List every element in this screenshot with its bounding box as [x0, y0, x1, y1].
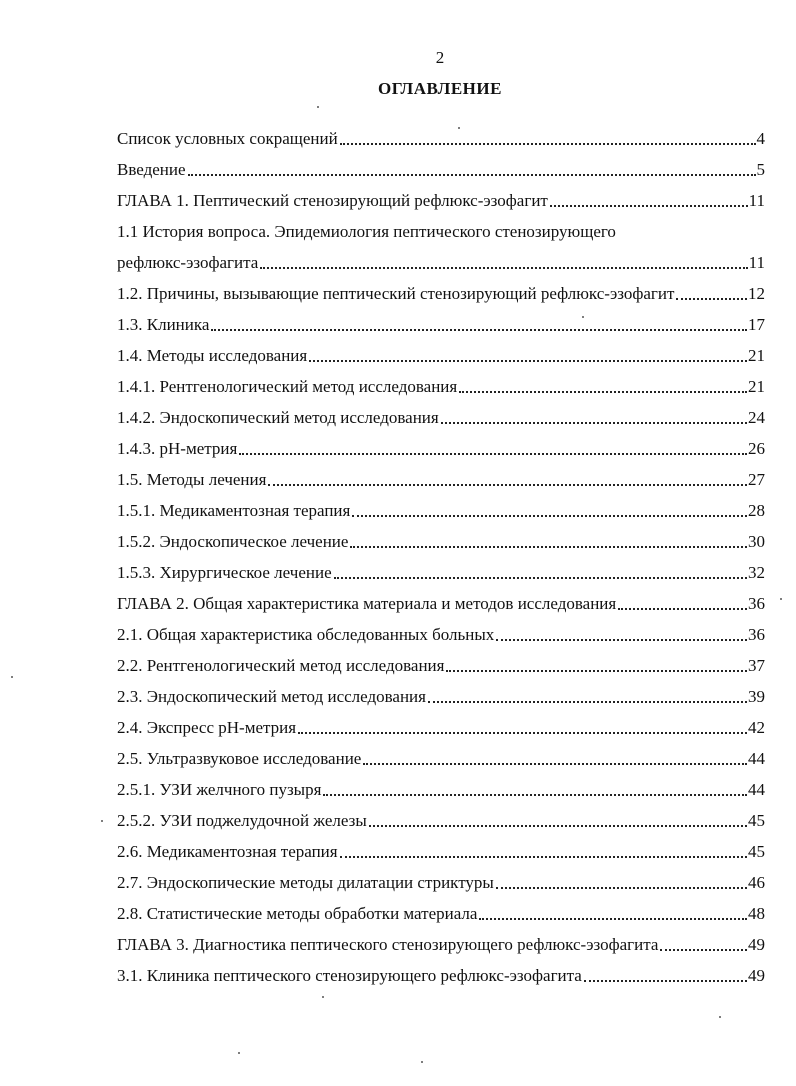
toc-entry-page: 49 [748, 935, 765, 954]
toc-entry-label: 2.2. Рентгенологический метод исследования [117, 656, 445, 675]
scan-speck [421, 1061, 423, 1063]
toc-entry [117, 893, 765, 924]
toc-entry [117, 273, 765, 304]
toc-dot-leader [352, 515, 747, 517]
scan-speck [322, 996, 324, 998]
toc-entry-label: 1.3. Клиника [117, 315, 210, 334]
toc-dot-leader [479, 918, 747, 920]
toc-entry-label: 2.5.1. УЗИ желчного пузыря [117, 780, 322, 799]
toc-entry [117, 552, 765, 583]
toc-entry-label: 1.4.2. Эндоскопический метод исследования [117, 408, 439, 427]
toc-entry-page: 39 [748, 687, 765, 706]
toc-entry-page: 42 [748, 718, 765, 737]
toc-entry-label: 1.5. Методы лечения [117, 470, 267, 489]
toc-dot-leader [496, 887, 747, 889]
toc-entry [117, 645, 765, 676]
toc-entry-page: 4 [756, 129, 765, 148]
toc-entry [117, 490, 765, 521]
toc-entry-label: 2.3. Эндоскопический метод исследования [117, 687, 426, 706]
toc-entry-page: 26 [748, 439, 765, 458]
toc-entry [117, 955, 765, 986]
page-number: 2 [435, 48, 445, 67]
toc-dot-leader [441, 422, 747, 424]
page-title: ОГЛАВЛЕНИЕ [378, 79, 502, 98]
toc-entry [117, 304, 765, 335]
toc-entry-label: 2.7. Эндоскопические методы дилатации стриктуры [117, 873, 494, 892]
toc-entry-label: 1.5.3. Хирургическое лечение [117, 563, 332, 582]
toc-entry-label: 2.1. Общая характеристика обследованных больных [117, 625, 495, 644]
toc-dot-leader [260, 267, 747, 269]
toc-dot-leader [428, 701, 747, 703]
toc-entry-page: 24 [748, 408, 765, 427]
toc-entry-page: 21 [748, 377, 765, 396]
toc-entry-page: 12 [748, 284, 765, 303]
toc-dot-leader [446, 670, 747, 672]
toc-entry-page: 45 [748, 842, 765, 861]
toc-entry-label: Список условных сокращений [117, 129, 338, 148]
scan-speck [238, 1052, 240, 1054]
toc-entry-label: 1.2. Причины, вызывающие пептический стенозирующий рефлюкс-эзофагит [117, 284, 675, 303]
toc-entry [117, 366, 765, 397]
toc-dot-leader [188, 174, 756, 176]
toc-entry-label: 2.6. Медикаментозная терапия [117, 842, 338, 861]
toc-entry [117, 149, 765, 180]
toc-entry [117, 211, 765, 242]
toc-entry-label: 1.5.2. Эндоскопическое лечение [117, 532, 349, 551]
toc-entry [117, 335, 765, 366]
toc-entry-page: 49 [748, 966, 765, 985]
toc-entry-label: ГЛАВА 2. Общая характеристика материала и методов исследования [117, 594, 617, 613]
toc-entry [117, 707, 765, 738]
toc-dot-leader [298, 732, 747, 734]
scan-speck [101, 820, 103, 822]
scan-speck [780, 598, 782, 600]
toc-entry-page: 32 [748, 563, 765, 582]
toc-entry-label: рефлюкс-эзофагита [117, 253, 259, 272]
toc-entry-page: 46 [748, 873, 765, 892]
toc-entry-label: 2.4. Экспресс рН-метрия [117, 718, 297, 737]
toc-entry-page: 5 [756, 160, 765, 179]
toc-entry [117, 428, 765, 459]
toc-entry-page: 30 [748, 532, 765, 551]
toc-entry-label: 1.4.3. рН-метрия [117, 439, 238, 458]
toc-dot-leader [459, 391, 747, 393]
toc-entry [117, 459, 765, 490]
toc-entry [117, 831, 765, 862]
scan-speck [11, 676, 13, 678]
toc-entry-label: 3.1. Клиника пептического стенозирующего рефлюкс-эзофагита [117, 966, 582, 985]
toc-entry-label: 1.4.1. Рентгенологический метод исследования [117, 377, 458, 396]
toc-entry-label: 1.4. Методы исследования [117, 346, 308, 365]
toc-entry-page: 48 [748, 904, 765, 923]
toc-entry [117, 614, 765, 645]
table-of-contents [117, 118, 765, 986]
toc-entry-page: 44 [748, 749, 765, 768]
toc-dot-leader [496, 639, 747, 641]
toc-entry [117, 924, 765, 955]
toc-dot-leader [550, 205, 748, 207]
toc-entry [117, 769, 765, 800]
toc-entry-page: 44 [748, 780, 765, 799]
toc-entry [117, 862, 765, 893]
scan-speck [582, 316, 584, 318]
toc-dot-leader [323, 794, 747, 796]
toc-entry-label: Введение [117, 160, 186, 179]
toc-entry [117, 800, 765, 831]
toc-dot-leader [309, 360, 747, 362]
toc-entry-page: 11 [748, 253, 765, 272]
scan-speck [317, 106, 319, 108]
toc-dot-leader [334, 577, 747, 579]
toc-entry-label: 1.5.1. Медикаментозная терапия [117, 501, 351, 520]
toc-dot-leader [584, 980, 747, 982]
toc-entry [117, 738, 765, 769]
toc-entry-page: 37 [748, 656, 765, 675]
toc-dot-leader [363, 763, 747, 765]
toc-entry-page: 28 [748, 501, 765, 520]
toc-entry-page: 11 [748, 191, 765, 210]
toc-entry-label: ГЛАВА 1. Пептический стенозирующий рефлюкс-эзофагит [117, 191, 548, 210]
toc-entry-label: 2.8. Статистические методы обработки материала [117, 904, 478, 923]
toc-entry-page: 36 [748, 594, 765, 613]
toc-dot-leader [676, 298, 747, 300]
toc-entry [117, 583, 765, 614]
toc-entry-label: 1.1 История вопроса. Эпидемиология пептического стенозирующего [117, 222, 616, 241]
toc-entry [117, 397, 765, 428]
toc-entry-page: 45 [748, 811, 765, 830]
toc-entry-label: 2.5.2. УЗИ поджелудочной железы [117, 811, 367, 830]
toc-entry-label: 2.5. Ультразвуковое исследование [117, 749, 362, 768]
toc-entry [117, 180, 765, 211]
scan-speck [458, 127, 460, 129]
toc-dot-leader [268, 484, 747, 486]
toc-entry [117, 521, 765, 552]
toc-entry-page: 21 [748, 346, 765, 365]
toc-dot-leader [369, 825, 747, 827]
toc-dot-leader [618, 608, 747, 610]
toc-entry-label: ГЛАВА 3. Диагностика пептического стенозирующего рефлюкс-эзофагита [117, 935, 659, 954]
toc-entry-page: 17 [748, 315, 765, 334]
toc-dot-leader [660, 949, 747, 951]
toc-entry [117, 242, 765, 273]
toc-entry-page: 27 [748, 470, 765, 489]
toc-dot-leader [340, 143, 756, 145]
toc-entry [117, 676, 765, 707]
toc-entry [117, 118, 765, 149]
scan-speck [719, 1016, 721, 1018]
toc-dot-leader [239, 453, 747, 455]
toc-entry-page: 36 [748, 625, 765, 644]
toc-dot-leader [350, 546, 747, 548]
toc-dot-leader [211, 329, 747, 331]
toc-dot-leader [340, 856, 747, 858]
